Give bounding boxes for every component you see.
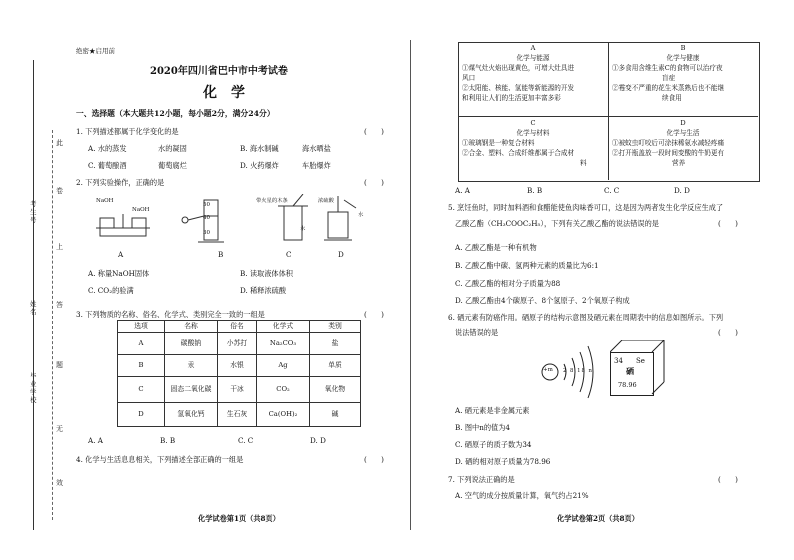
margin-char-7: 效 bbox=[56, 479, 63, 487]
margin-char-2: 卷 bbox=[56, 187, 63, 195]
q3-head-option: 选项 bbox=[118, 321, 165, 333]
q2-figure-label-naoh-2: NaOH bbox=[132, 207, 150, 213]
q4-c-line2: ②合金、塑料、合成纤维都属于合成材 bbox=[462, 149, 575, 157]
q7-stem: 7. 下列说法正确的是 bbox=[448, 475, 515, 484]
q4-c-line3: 料 bbox=[580, 159, 587, 167]
q4-a-line1: ①煤气灶火焰出现黄色，可增大灶具进 bbox=[462, 64, 575, 72]
q6-answer-paren[interactable]: ( ) bbox=[718, 328, 738, 337]
q2-figure-label-acid: 浓硫酸 bbox=[318, 198, 334, 204]
page-divider bbox=[410, 40, 411, 530]
q3-row-d-formula: Ca(OH)₂ bbox=[257, 403, 310, 427]
q3-row-a-formula: Na₂CO₃ bbox=[257, 333, 310, 355]
page2-footer: 化学试卷第2页（共8页） bbox=[557, 514, 639, 523]
q2-figure-a: A bbox=[118, 250, 124, 259]
se-name: 硒 bbox=[626, 366, 634, 376]
q2-figure-c: C bbox=[286, 250, 292, 259]
se-atomic-number: 34 bbox=[614, 357, 623, 365]
q6-option-c[interactable]: C. 硒原子的质子数为34 bbox=[455, 440, 532, 449]
q2-option-d[interactable]: D. 稀释浓硫酸 bbox=[240, 286, 287, 295]
binding-line bbox=[52, 130, 53, 520]
q1-option-b2: 海水晒盐 bbox=[302, 144, 331, 153]
q3-table bbox=[117, 320, 361, 427]
q5-option-d[interactable]: D. 乙酸乙酯由4个碳原子、8个氢原子、2个氧原子构成 bbox=[455, 296, 630, 305]
q3-row-d-common: 生石灰 bbox=[218, 403, 257, 427]
q2-figure-label-naoh: NaOH bbox=[96, 198, 114, 204]
q2-figure-label-water-2: 水 bbox=[300, 226, 306, 232]
q6-option-b[interactable]: B. 图中n的值为4 bbox=[455, 423, 510, 432]
q1-option-c1[interactable]: C. 葡萄酿酒 bbox=[88, 161, 127, 170]
q4-d-line2: ②打开瓶盖放一段时间变酸的牛奶更有 bbox=[612, 149, 725, 157]
q3-head-formula: 化学式 bbox=[257, 321, 310, 333]
margin-char-6: 无 bbox=[56, 425, 63, 433]
q2-stem: 2. 下列实验操作，正确的是 bbox=[76, 178, 165, 187]
q4-d-key: D bbox=[680, 119, 686, 127]
q3-row-d-option: D bbox=[118, 403, 165, 427]
q4-c-line1: ①玻璃钢是一种复合材料 bbox=[462, 139, 535, 147]
q4-table-hdivider bbox=[458, 116, 758, 117]
q1-option-c2: 葡萄腐烂 bbox=[158, 161, 187, 170]
q4-option-c[interactable]: C. C bbox=[604, 186, 620, 195]
q4-b-line3: ②霉变不严重的花生米蒸熟后也不能继 bbox=[612, 84, 725, 92]
q2-figure-d: D bbox=[338, 250, 344, 259]
q2-option-c[interactable]: C. CO₂的验满 bbox=[88, 286, 134, 295]
q1-answer-paren[interactable]: ( ) bbox=[364, 127, 384, 136]
q3-row-c-formula: CO₂ bbox=[257, 377, 310, 403]
q4-b-key: B bbox=[680, 44, 686, 52]
q4-a-line4: 和利用让人们的生活更加丰富多彩 bbox=[462, 94, 561, 102]
q2-figure-label-water-1: 水 bbox=[358, 212, 364, 218]
q3-row-a-common: 小苏打 bbox=[218, 333, 257, 355]
q1-option-b1[interactable]: B. 海水制碱 bbox=[240, 144, 279, 153]
q2-option-a[interactable]: A. 称量NaOH固体 bbox=[88, 269, 150, 278]
q2-scale-40: 40 bbox=[203, 215, 210, 221]
q3-answer-paren[interactable]: ( ) bbox=[364, 310, 384, 319]
q3-row-c-common: 干冰 bbox=[218, 377, 257, 403]
school-label: 毕业学校 bbox=[30, 372, 37, 404]
q4-stem: 4. 化学与生活息息相关，下列描述全部正确的一组是 bbox=[76, 455, 244, 464]
q5-option-a[interactable]: A. 乙酸乙酯是一种有机物 bbox=[455, 243, 537, 252]
q1-option-d1[interactable]: D. 火药爆炸 bbox=[240, 161, 279, 170]
q3-option-d[interactable]: D. D bbox=[310, 436, 326, 445]
q5-answer-paren[interactable]: ( ) bbox=[718, 219, 738, 228]
margin-char-3: 上 bbox=[56, 243, 63, 251]
atom-nucleus-label: +m bbox=[543, 367, 553, 373]
q1-option-d2: 车胎爆炸 bbox=[302, 161, 331, 170]
q3-option-b[interactable]: B. B bbox=[160, 436, 176, 445]
margin-char-4: 答 bbox=[56, 301, 63, 309]
margin-rule bbox=[33, 60, 34, 530]
q4-option-a[interactable]: A. A bbox=[455, 186, 470, 195]
q3-row-b-category: 单质 bbox=[310, 355, 361, 377]
q4-b-line2: 盲症 bbox=[662, 74, 676, 82]
subject-title: 化 学 bbox=[203, 85, 245, 101]
exam-title: 2020年四川省巴中市中考试卷 bbox=[150, 66, 288, 77]
q2-answer-paren[interactable]: ( ) bbox=[364, 178, 384, 187]
q3-row-a-category: 盐 bbox=[310, 333, 361, 355]
exam-number-label: 考生号 bbox=[30, 200, 37, 224]
q4-c-key: C bbox=[530, 119, 536, 127]
q4-b-line4: 续食用 bbox=[662, 94, 682, 102]
q3-row-c-category: 氧化物 bbox=[310, 377, 361, 403]
se-atomic-mass: 78.96 bbox=[618, 381, 637, 389]
q6-option-a[interactable]: A. 硒元素是非金属元素 bbox=[455, 406, 530, 415]
q4-b-title: 化学与健康 bbox=[666, 54, 700, 62]
q7-answer-paren[interactable]: ( ) bbox=[718, 475, 738, 484]
q1-stem: 1. 下列描述都属于化学变化的是 bbox=[76, 127, 179, 136]
q4-answer-paren[interactable]: ( ) bbox=[364, 455, 384, 464]
q4-a-line3: ②太阳能、核能、氢能等新能源的开发 bbox=[462, 84, 575, 92]
q3-head-category: 类别 bbox=[310, 321, 361, 333]
q4-a-title: 化学与能源 bbox=[516, 54, 550, 62]
q1-option-a1[interactable]: A. 水的蒸发 bbox=[88, 144, 127, 153]
q4-option-b[interactable]: B. B bbox=[527, 186, 543, 195]
q3-row-b-option: B bbox=[118, 355, 165, 377]
q4-d-line1: ①被蚊虫叮咬后可涂抹稀氨水减轻疼痛 bbox=[612, 139, 725, 147]
q7-option-a[interactable]: A. 空气的成分按质量计算，氧气约占21% bbox=[455, 491, 589, 500]
name-label: 姓名 bbox=[30, 300, 37, 316]
q2-figure-b: B bbox=[218, 250, 224, 259]
q3-row-b-common: 水银 bbox=[218, 355, 257, 377]
q3-row-b-formula: Ag bbox=[257, 355, 310, 377]
q3-row-a-option: A bbox=[118, 333, 165, 355]
q4-c-title: 化学与材料 bbox=[516, 129, 550, 137]
q1-option-a2: 水的凝固 bbox=[158, 144, 187, 153]
q2-scale-50: 50 bbox=[203, 202, 210, 208]
q3-option-a[interactable]: A. A bbox=[88, 436, 103, 445]
margin-char-1: 此 bbox=[56, 139, 63, 147]
q4-d-line3: 营养 bbox=[672, 159, 686, 167]
q2-scale-30: 30 bbox=[203, 230, 210, 236]
q2-option-b[interactable]: B. 读取液体体积 bbox=[240, 269, 293, 278]
secret-label: 绝密★启用前 bbox=[76, 47, 115, 55]
q2-figure-label-splint: 带火星的木条 bbox=[256, 198, 288, 204]
q6-stem-line2: 说法错误的是 bbox=[455, 328, 499, 337]
section-heading: 一、选择题（本大题共12小题，每小题2分，满分24分） bbox=[76, 109, 275, 118]
balance-figure bbox=[96, 214, 150, 236]
se-symbol: Se bbox=[636, 357, 645, 365]
q5-option-b[interactable]: B. 乙酸乙酯中碳、氢两种元素的质量比为6:1 bbox=[455, 261, 599, 270]
page1-footer: 化学试卷第1页（共8页） bbox=[198, 514, 280, 523]
atom-shell-counts: 2 8 18 n bbox=[563, 368, 593, 374]
q4-option-d[interactable]: D. D bbox=[674, 186, 690, 195]
margin-char-5: 题 bbox=[56, 361, 63, 369]
q4-a-line2: 风口 bbox=[462, 74, 476, 82]
q3-row-c-name: 固态二氧化碳 bbox=[165, 377, 218, 403]
q4-d-title: 化学与生活 bbox=[666, 129, 700, 137]
q5-stem-line1: 5. 烹饪鱼时，同时加料酒和食醋能使鱼肉味香可口，这是因为两者发生化学反应生成了 bbox=[448, 203, 724, 212]
q4-b-line1: ①多食用含维生素C的食物可以治疗夜 bbox=[612, 64, 723, 72]
q3-row-b-name: 汞 bbox=[165, 355, 218, 377]
q6-option-d[interactable]: D. 硒的相对原子质量为78.96 bbox=[455, 457, 551, 466]
q3-option-c[interactable]: C. C bbox=[238, 436, 254, 445]
q6-stem-line1: 6. 硒元素有防癌作用。硒原子的结构示意图及硒元素在周期表中的信息如图所示。下列 bbox=[448, 313, 724, 322]
q5-stem-line2: 乙酸乙酯（CH₃COOC₂H₅），下列有关乙酸乙酯的说法错误的是 bbox=[455, 219, 659, 228]
q4-a-key: A bbox=[530, 44, 536, 52]
q3-row-d-category: 碱 bbox=[310, 403, 361, 427]
q3-row-c-option: C bbox=[118, 377, 165, 403]
q3-head-name: 名称 bbox=[165, 321, 218, 333]
q3-row-a-name: 碳酸钠 bbox=[165, 333, 218, 355]
q3-row-d-name: 氢氧化钙 bbox=[165, 403, 218, 427]
q3-head-common-name: 俗名 bbox=[218, 321, 257, 333]
q3-stem: 3. 下列物质的名称、俗名、化学式、类别完全一致的一组是 bbox=[76, 310, 265, 319]
q5-option-c[interactable]: C. 乙酸乙酯的相对分子质量为88 bbox=[455, 279, 561, 288]
